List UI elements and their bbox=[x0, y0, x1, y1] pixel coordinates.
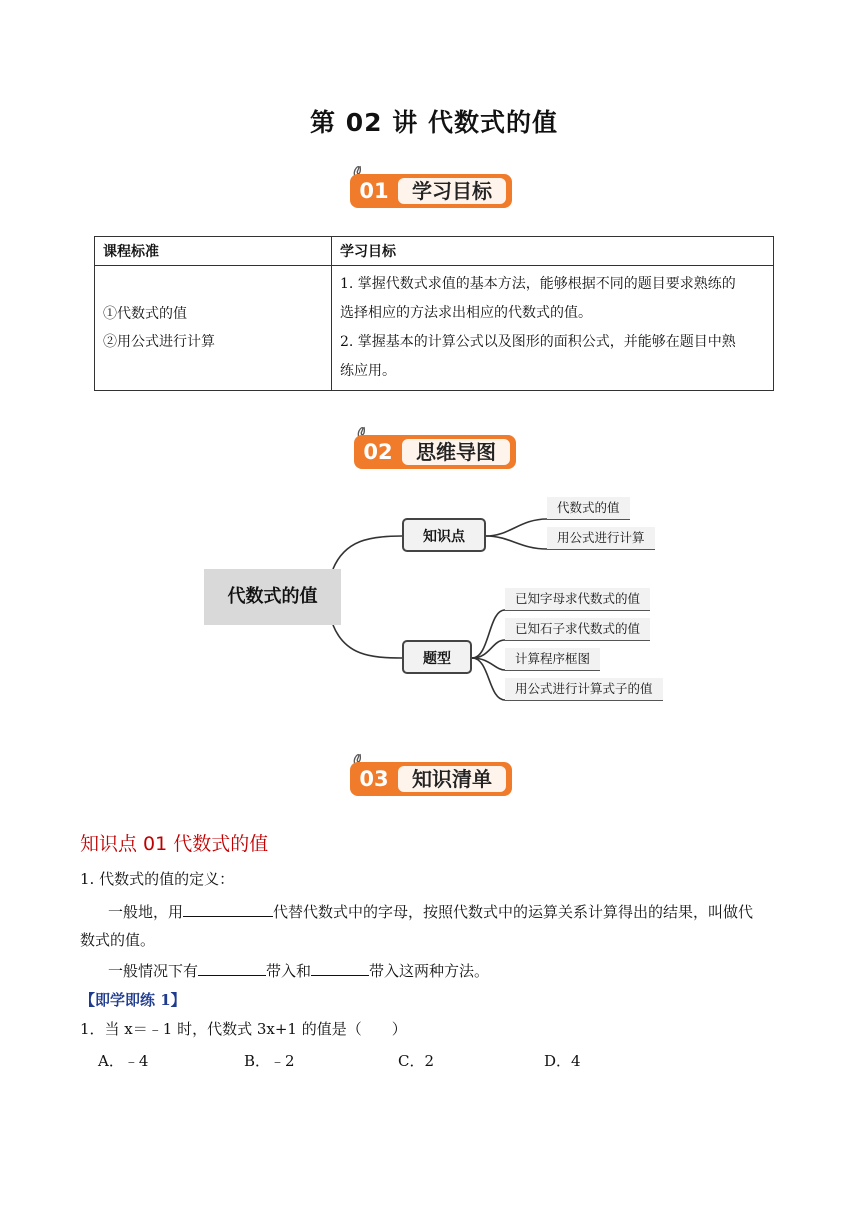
table-header-goal: 学习目标 bbox=[332, 237, 774, 266]
methods-text: 一般情况下有 bbox=[108, 962, 199, 980]
section-label: 思维导图 bbox=[402, 439, 510, 465]
practice-heading: 【即学即练 1】 bbox=[80, 991, 186, 1009]
mindmap-leaf: 已知字母求代数式的值 bbox=[505, 588, 650, 611]
mindmap-leaf: 用公式进行计算式子的值 bbox=[505, 678, 663, 701]
mindmap-leaf: 代数式的值 bbox=[547, 497, 630, 520]
goal-line: 1. 掌握代数式求值的基本方法，能够根据不同的题目要求熟练的 bbox=[340, 276, 736, 292]
methods-text: 带入和 bbox=[266, 962, 312, 980]
fill-blank[interactable] bbox=[198, 959, 266, 976]
section-badge-knowledge bbox=[348, 748, 516, 798]
mindmap-branch-knowledge: 知识点 bbox=[402, 518, 486, 552]
option-d[interactable]: D．4 bbox=[544, 1052, 581, 1070]
definition-heading: 1. 代数式的值的定义： bbox=[80, 870, 235, 888]
table-header-standard: 课程标准 bbox=[95, 237, 332, 266]
methods-text: 带入这两种方法。 bbox=[369, 962, 490, 980]
section-number: 03 bbox=[350, 762, 398, 796]
practice-question: 1．当 x＝﹣1 时，代数式 3x+1 的值是（ ） bbox=[80, 1020, 407, 1038]
section-label: 知识清单 bbox=[398, 766, 506, 792]
option-b[interactable]: B．﹣2 bbox=[244, 1052, 295, 1070]
fill-blank[interactable] bbox=[183, 900, 273, 917]
mindmap-leaf: 用公式进行计算 bbox=[547, 527, 655, 550]
section-number: 02 bbox=[354, 435, 402, 469]
section-number: 01 bbox=[350, 174, 398, 208]
mindmap-branch-question-types: 题型 bbox=[402, 640, 472, 674]
fill-blank[interactable] bbox=[311, 959, 369, 976]
mindmap-leaf: 已知石子求代数式的值 bbox=[505, 618, 650, 641]
page-title: 第 02 讲 代数式的值 bbox=[310, 108, 558, 137]
definition-text: 一般地，用 bbox=[108, 903, 184, 921]
goal-line: 2. 掌握基本的计算公式以及图形的面积公式，并能够在题目中熟 bbox=[340, 334, 736, 350]
option-c[interactable]: C．2 bbox=[398, 1052, 435, 1070]
definition-text: 代替代数式中的字母，按照代数式中的运算关系计算得出的结果，叫做代 bbox=[273, 903, 754, 921]
standard-item: ②用公式进行计算 bbox=[103, 334, 215, 350]
section-label: 学习目标 bbox=[398, 178, 506, 204]
methods-line bbox=[108, 959, 489, 981]
definition-line-cont: 数式的值。 bbox=[80, 931, 156, 949]
standard-item: ①代数式的值 bbox=[103, 306, 187, 322]
option-a[interactable]: A．﹣4 bbox=[98, 1052, 149, 1070]
definition-line bbox=[108, 900, 753, 922]
mindmap-root: 代数式的值 bbox=[204, 569, 341, 625]
goal-line: 练应用。 bbox=[340, 363, 396, 379]
goal-line: 选择相应的方法求出相应的代数式的值。 bbox=[340, 305, 592, 321]
mindmap-leaf: 计算程序框图 bbox=[505, 648, 600, 671]
knowledge-point-title: 知识点 01 代数式的值 bbox=[80, 833, 269, 855]
